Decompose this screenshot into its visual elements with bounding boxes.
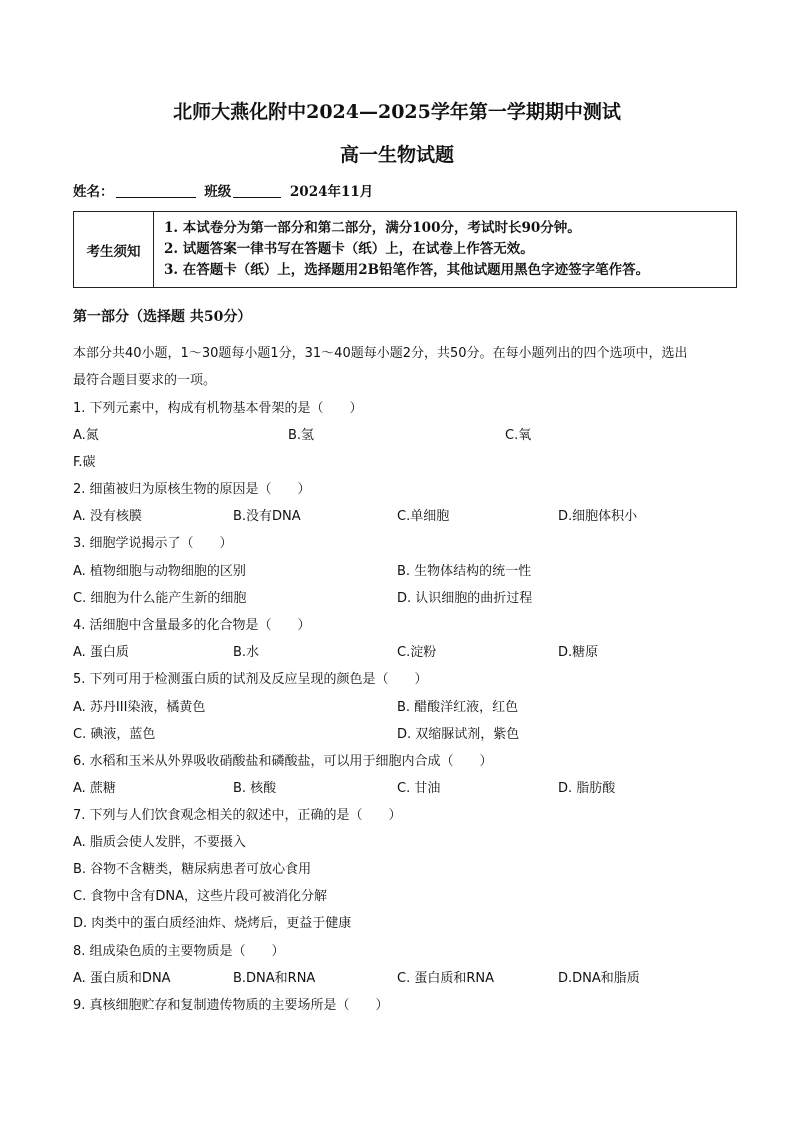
option-b: B. 生物体结构的统一性 xyxy=(397,564,532,579)
question-stem: 4. 活细胞中含量最多的化合物是（ ） xyxy=(73,618,311,633)
option-a: A. 蛋白质 xyxy=(73,645,129,660)
question-stem: 7. 下列与人们饮食观念相关的叙述中，正确的是（ ） xyxy=(73,808,402,823)
option-a: A. 蔗糖 xyxy=(73,781,116,796)
exam-date: 2024年11月 xyxy=(289,184,374,200)
question-stem: 2. 细菌被归为原核生物的原因是（ ） xyxy=(73,482,311,497)
option-c: C.淀粉 xyxy=(397,645,437,660)
exam-subtitle: 高一生物试题 xyxy=(339,144,454,166)
notice-item: 2. 试题答案一律书写在答题卡（纸）上，在试卷上作答无效。 xyxy=(164,241,534,257)
section-title: 第一部分（选择题 共50分） xyxy=(73,309,252,325)
option-d: D. 肉类中的蛋白质经油炸、烧烤后，更益于健康 xyxy=(73,916,352,931)
option-f: F.碳 xyxy=(73,455,96,470)
notice-box xyxy=(73,211,737,288)
option-d: D.DNA和脂质 xyxy=(558,971,640,986)
option-b: B.没有DNA xyxy=(233,509,301,524)
name-label: 姓名： xyxy=(73,184,114,200)
option-c: C. 食物中含有DNA，这些片段可被消化分解 xyxy=(73,889,327,904)
option-b: B. 醋酸洋红液，红色 xyxy=(397,700,519,715)
question-stem: 1. 下列元素中，构成有机物基本骨架的是（ ） xyxy=(73,401,363,416)
notice-item: 1. 本试卷分为第一部分和第二部分，满分100分，考试时长90分钟。 xyxy=(164,220,581,236)
option-d: D. 脂肪酸 xyxy=(558,781,616,796)
student-info-line xyxy=(73,180,373,200)
option-c: C.氧 xyxy=(505,428,532,443)
option-d: D.糖原 xyxy=(558,645,599,660)
option-d: D. 双缩脲试剂，紫色 xyxy=(397,727,520,742)
section-intro xyxy=(73,340,733,394)
name-blank xyxy=(116,185,196,198)
option-d: D.细胞体积小 xyxy=(558,509,638,524)
question-stem: 3. 细胞学说揭示了（ ） xyxy=(73,536,233,551)
option-b: B.氢 xyxy=(288,428,315,443)
option-a: A.氮 xyxy=(73,428,99,443)
option-b: B. 核酸 xyxy=(233,781,277,796)
notice-item: 3. 在答题卡（纸）上，选择题用2B铅笔作答，其他试题用黑色字迹签字笔作答。 xyxy=(164,262,650,278)
notice-label: 考生须知 xyxy=(74,212,154,287)
option-b: B.DNA和RNA xyxy=(233,971,316,986)
question-stem: 6. 水稻和玉米从外界吸收硝酸盐和磷酸盐，可以用于细胞内合成（ ） xyxy=(73,754,493,769)
option-a: A. 蛋白质和DNA xyxy=(73,971,171,986)
class-blank xyxy=(233,185,281,198)
option-d: D. 认识细胞的曲折过程 xyxy=(397,591,533,606)
option-c: C. 碘液，蓝色 xyxy=(73,727,156,742)
option-a: A. 植物细胞与动物细胞的区别 xyxy=(73,564,246,579)
intro-line: 最符合题目要求的一项。 xyxy=(73,373,217,388)
question-stem: 9. 真核细胞贮存和复制遗传物质的主要场所是（ ） xyxy=(73,998,389,1013)
option-b: B.水 xyxy=(233,645,260,660)
option-a: A. 苏丹III染液，橘黄色 xyxy=(73,700,206,715)
notice-items xyxy=(154,212,736,287)
option-b: B. 谷物不含糖类，糖尿病患者可放心食用 xyxy=(73,862,312,877)
question-stem: 5. 下列可用于检测蛋白质的试剂及反应呈现的颜色是（ ） xyxy=(73,672,428,687)
option-c: C. 蛋白质和RNA xyxy=(397,971,494,986)
exam-title: 北师大燕化附中2024—2025学年第一学期期中测试 xyxy=(173,101,621,123)
question-stem: 8. 组成染色质的主要物质是（ ） xyxy=(73,944,285,959)
option-c: C. 甘油 xyxy=(397,781,441,796)
class-label: 班级 xyxy=(204,184,232,200)
option-c: C.单细胞 xyxy=(397,509,450,524)
intro-line: 本部分共40小题，1～30题每小题1分，31～40题每小题2分，共50分。在每小题列出的四个选项中，选出 xyxy=(73,346,688,361)
option-c: C. 细胞为什么能产生新的细胞 xyxy=(73,591,247,606)
option-a: A. 没有核膜 xyxy=(73,509,142,524)
option-a: A. 脂质会使人发胖，不要摄入 xyxy=(73,835,246,850)
